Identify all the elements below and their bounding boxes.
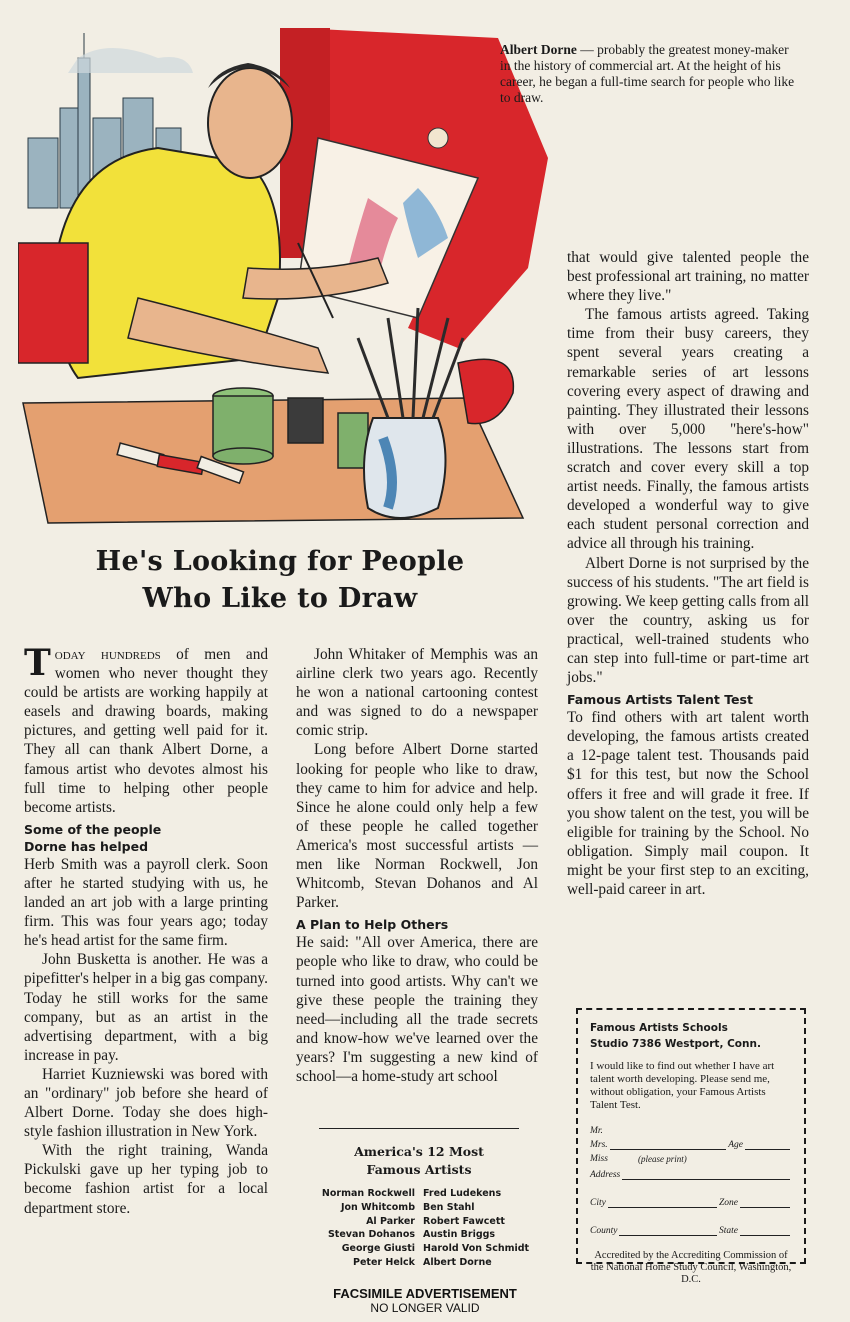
subhead-line-1: Some of the people (24, 821, 162, 837)
illustration-caption (500, 42, 800, 106)
zone-label: Zone (719, 1198, 738, 1208)
artist-illustration (18, 18, 548, 533)
column-1 (24, 642, 269, 1218)
coupon-school-name: Famous Artists Schools (590, 1022, 728, 1034)
address-field[interactable] (590, 1166, 792, 1180)
address-label: Address (590, 1170, 621, 1180)
col1-paragraph-3: John Busketta is another. He was a pipefitter's helper in a big gas company. Today he still works for the same company, but as an artist in the advertising department, with a big increase in pay. (24, 951, 268, 1064)
col1-paragraph-2: Herb Smith was a payroll clerk. Soon after he started studying with us, he landed an art job with a large printing firm. This was four years ago; today he's head artist for the same firm. (24, 855, 268, 950)
caption-name: Albert Dorne (500, 42, 577, 57)
artist-name: Ben Stahl (423, 1201, 475, 1213)
artist-name: Peter Helck (353, 1256, 415, 1268)
address-line[interactable] (622, 1169, 790, 1180)
artist-name: Albert Dorne (423, 1256, 492, 1268)
county-label: County (590, 1226, 618, 1236)
famous-artists-box (294, 1128, 544, 1270)
city-label: City (590, 1198, 606, 1208)
miss-label: Miss (590, 1154, 608, 1164)
facsimile-notice (0, 1286, 850, 1315)
subhead-people-helped (24, 821, 268, 855)
col1-paragraph-4: Harriet Kuzniewski was bored with an "ordinary" job before she heard of Albert Dorne. Today she does high-style fashion illustration in New York. (24, 1065, 268, 1141)
col1-paragraph-5: With the right training, Wanda Pickulski gave up her typing job to become fashion artist for a local department store. (24, 1142, 268, 1217)
col2-paragraph-2: Long before Albert Dorne started looking for people who like to draw, they came to him for advice and help. Since he alone could only help a few of these people he called together America's most successful artists —men like Norman Rockwell, Jon Whitcomb, Stevan Dohanos and Al Parker. (296, 741, 538, 912)
col2-paragraph-1: John Whitaker of Memphis was an airline clerk two years ago. Recently he won a national cartooning contest and was signed to do a newspaper comic strip. (296, 646, 538, 740)
accreditation-text: Accredited by the Accrediting Commission of the National Home Study Council, Washington, D.C. (590, 1250, 792, 1285)
mr-label: Mr. (590, 1126, 603, 1136)
col1-p1-text: of men and women who never thought they could be artists are working happily at easels and drawing boards, making pictures, and getting well paid for it. They all can thank Albert Dorne, a famous artist who devotes almost his full time to helping other people become artists. (24, 646, 269, 816)
col3-paragraph-2: The famous artists agreed. Taking time from their busy careers, they spent several years creating a remarkable series of art lessons covering every aspect of drawing and painting. They illustrated their lessons with over 5,000 "here's-how" illustrations. The lessons start from scratch and cover every skill a top artist needs. Finally, the famous artists developed a wonderful way to give each student personal correction and advice all through his training. (567, 306, 809, 553)
facsimile-line-1: FACSIMILE ADVERTISEMENT (333, 1286, 517, 1301)
col3-paragraph-4: To find others with art talent worth developing, the famous artists created a 12-page talent test. Thousands paid $1 for this test, but now the School offers it free and will grade it free. If you show talent on the test, you will be eligible for training by the School. No obligation. Simply mail coupon. It might be your first step to an exciting, well-paid career in art. (567, 709, 809, 898)
artist-name: Fred Ludekens (423, 1188, 502, 1199)
artist-name: Stevan Dohanos (327, 1229, 415, 1241)
column-2 (296, 645, 538, 1086)
mrs-age-field[interactable] (590, 1136, 792, 1150)
drop-cap: T (24, 642, 51, 684)
brush-jar (364, 418, 446, 518)
subhead-plan: A Plan to Help Others (296, 917, 449, 933)
miss-field[interactable] (590, 1150, 792, 1164)
facsimile-line-2: NO LONGER VALID (370, 1301, 480, 1315)
headline (40, 543, 520, 617)
city-zone-field[interactable] (590, 1194, 792, 1208)
lead-in: oday hundreds (54, 646, 161, 663)
headline-line-1: He's Looking for People (95, 546, 465, 577)
subhead-talent-test: Famous Artists Talent Test (567, 692, 753, 708)
artist-name: Harold Von Schmidt (423, 1243, 530, 1255)
artist-names (294, 1187, 544, 1270)
col1-paragraph-1 (24, 642, 269, 817)
county-state-field[interactable] (590, 1222, 792, 1236)
col3-paragraph-1: that would give talented people the best professional art training, no matter where they live." (567, 249, 809, 305)
coupon-studio-address: Studio 7386 Westport, Conn. (590, 1038, 761, 1050)
red-chair (18, 243, 88, 363)
col3-paragraph-3: Albert Dorne is not surprised by the success of his students. "The art field is growing. We keep getting calls from all over the country, asking us for practical, well-trained students who can step into full-time or part-time art jobs." (567, 554, 809, 687)
headline-line-2: Who Like to Draw (142, 583, 418, 614)
city-line[interactable] (608, 1197, 717, 1208)
state-line[interactable] (740, 1225, 790, 1236)
zone-line[interactable] (740, 1197, 790, 1208)
artist-name: Robert Fawcett (423, 1215, 505, 1227)
age-label: Age (728, 1140, 743, 1150)
artist-name: George Giusti (341, 1243, 415, 1255)
state-label: State (719, 1226, 738, 1236)
mrs-label: Mrs. (590, 1140, 608, 1150)
age-line[interactable] (745, 1139, 790, 1150)
mail-coupon[interactable] (576, 1008, 806, 1285)
caption-text: — probably the greatest money-maker in the history of commercial art. At the height of his career, he began a full-time search for people who like to draw. (500, 42, 795, 105)
artist-name: Jon Whitcomb (340, 1201, 415, 1213)
famous-title-2: Famous Artists (366, 1162, 472, 1177)
famous-title-1: America's 12 Most (354, 1144, 484, 1159)
column-3 (567, 248, 809, 899)
artist-name: Norman Rockwell (321, 1188, 415, 1199)
mr-field[interactable] (590, 1122, 792, 1136)
artist-name: Austin Briggs (423, 1229, 496, 1241)
please-print-label: (please print) (637, 1154, 687, 1164)
name-line[interactable] (610, 1139, 727, 1150)
subhead-line-2: Dorne has helped (24, 838, 149, 854)
artist-name: Al Parker (366, 1215, 415, 1227)
coupon-request-text: I would like to find out whether I have art talent worth developing. Please send me, without obligation, your Famous Artists Talent Test. (590, 1060, 775, 1111)
divider (319, 1128, 519, 1129)
county-line[interactable] (619, 1225, 717, 1236)
col2-paragraph-3: He said: "All over America, there are people who like to draw, who could be turned into good artists. Why can't we give these people the training they need—including all the trade secrets and know-how we've learned over the years? I'm suggesting a new kind of school—a home-study art school (296, 934, 538, 1085)
artist-head (208, 68, 292, 178)
